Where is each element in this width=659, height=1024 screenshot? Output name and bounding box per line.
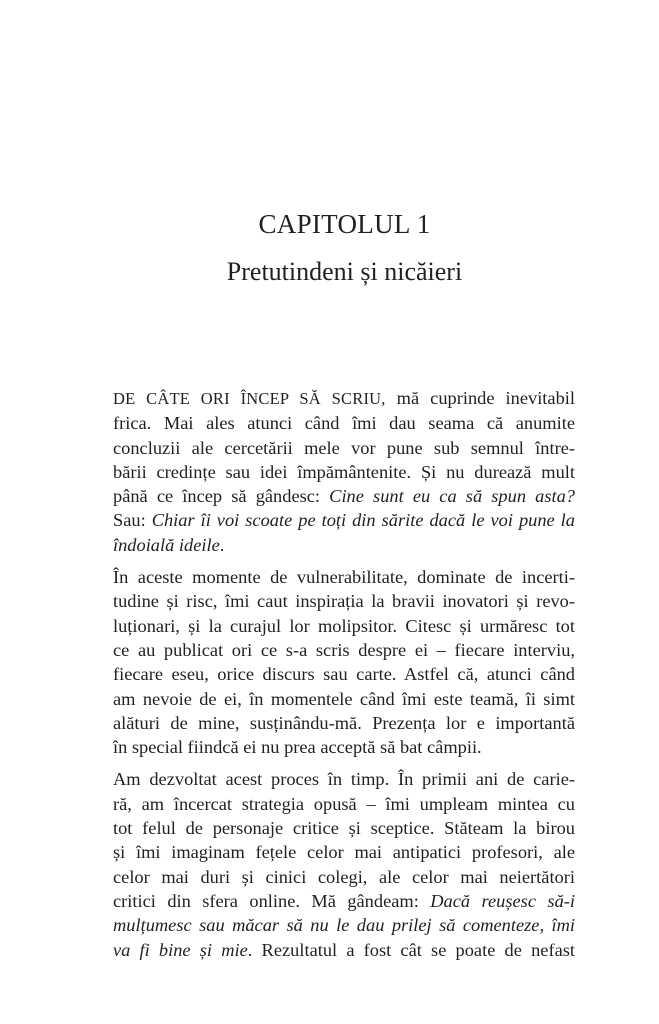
text-line (113, 792, 575, 816)
italic-text: Dacă reușesc să-i (430, 890, 575, 911)
paragraph (113, 565, 575, 759)
chapter-title: Pretutindeni și nicăieri (226, 257, 463, 286)
text-line (113, 662, 575, 686)
text-line (113, 484, 575, 508)
text-run: Am dezvoltat acest proces în timp. În primii ani de carie- (113, 769, 575, 790)
italic-text: îndoială ideile (113, 534, 220, 555)
text-line (113, 938, 575, 962)
text-run: Sau: (113, 510, 152, 531)
text-line (113, 687, 575, 711)
text-line (113, 816, 575, 840)
text-line (113, 638, 575, 662)
text-line (113, 508, 575, 532)
text-line (113, 565, 575, 589)
text-run: critici din sfera online. Mă gândeam: (113, 890, 431, 911)
chapter-number: CAPITOLUL 1 (258, 209, 431, 239)
text-run: alături de mine, susținându-mă. Prezența lor e importantă (113, 712, 575, 733)
text-line (113, 614, 575, 638)
text-run: ră, am încercat strategia opusă – îmi umpleam mintea cu (113, 793, 575, 814)
text-run: în special fiindcă ei nu prea acceptă să bat câmpii. (113, 737, 482, 758)
text-run: și îmi imaginam fețele celor mai antipatici profesori, ale (113, 842, 575, 863)
small-caps-text: DE CÂTE ORI ÎNCEP SĂ SCRIU, (113, 389, 386, 408)
text-run: fiecare eseu, orice discurs sau carte. Astfel că, atunci când (113, 664, 575, 685)
text-run: luționari, și la curajul lor molipsitor. Citesc și urmăresc tot (113, 615, 575, 636)
text-line (113, 767, 575, 791)
italic-text: va fi bine și mie (113, 939, 248, 960)
text-run: concluzii ale cercetării mele vor pune sub semnul între- (113, 437, 575, 458)
text-line (113, 840, 575, 864)
text-run: am nevoie de ei, în momentele când îmi este teamă, îi simt (113, 688, 575, 709)
text-line (113, 711, 575, 735)
italic-text: mulțumesc sau măcar să nu le dau prilej să comenteze, îmi (113, 915, 575, 936)
text-run: tudine și risc, îmi caut inspirația la bravii inovatori și revo- (113, 591, 575, 612)
text-line (113, 533, 575, 557)
text-line (113, 865, 575, 889)
text-line (113, 386, 575, 411)
text-line (113, 889, 575, 913)
text-run: . Rezultatul a fost cât se poate de nefast (247, 939, 575, 960)
text-run: tot felul de personaje critice și sceptice. Stăteam la birou (113, 818, 575, 839)
text-line (113, 460, 575, 484)
italic-text: Cine sunt eu ca să spun asta? (329, 486, 575, 507)
text-run: bării credințe sau idei împământenite. Și nu durează mult (113, 461, 575, 482)
text-run: mă cuprinde inevitabil (385, 388, 575, 408)
text-run: ce au publicat ori ce s-a scris despre ei – fiecare interviu, (113, 639, 575, 660)
text-run: frica. Mai ales atunci când îmi dau seama că anumite (113, 413, 575, 434)
text-line (113, 589, 575, 613)
text-run: celor mai duri și cinici colegi, ale celor mai neiertători (113, 866, 575, 887)
text-run: În aceste momente de vulnerabilitate, dominate de incerti- (113, 567, 575, 588)
text-run: până ce încep să gândesc: (113, 486, 330, 507)
text-line (113, 436, 575, 460)
paragraph (113, 386, 575, 557)
paragraph (113, 767, 575, 961)
body-text (113, 386, 575, 962)
text-line (113, 411, 575, 435)
text-line (113, 735, 575, 759)
text-line (113, 913, 575, 937)
italic-text: Chiar îi voi scoate pe toți din sărite dacă le voi pune la (151, 510, 575, 531)
text-run: . (219, 534, 225, 555)
